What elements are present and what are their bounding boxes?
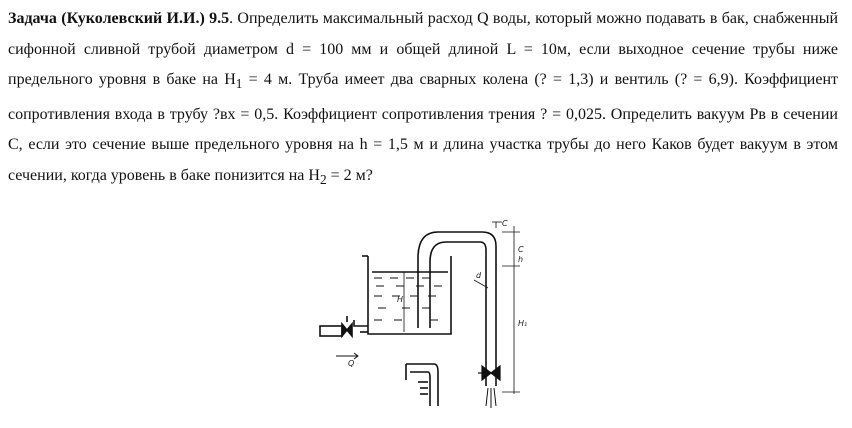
drain-structure [406,364,438,406]
siphon-pipe [418,232,496,386]
outlet-jet [486,388,496,408]
problem-text-part-1: . Определить максимальный расход Q воды, который можно подавать в бак, снабженный сифонной сливной трубой диаметром d = 100 мм и общей длиной L = 10м, если выходное сечение трубы ниже предельного уровня в баке на H [8,10,839,88]
label-q: Q [348,359,355,368]
problem-title: Задача (Куколевский И.И.) 9.5 [8,10,230,27]
outlet-valve [478,366,500,380]
flow-arrow [336,353,358,359]
subscript-2: 2 [319,171,327,187]
subscript-1: 1 [235,76,243,92]
label-h1: H₁ [518,319,528,328]
tank [362,256,451,334]
label-h-tank: H [397,295,404,304]
label-d: d [476,271,482,280]
dimension-lines [404,222,520,394]
label-c-top: C [502,219,508,228]
siphon-diagram [306,216,546,424]
problem-statement [8,4,838,195]
label-c-side: C [518,245,524,254]
problem-text-part-2: = 4 м. Труба имеет два сварных колена (? = 1,3) и вентиль (? = 6,9). Коэффициент сопротивления входа в трубу ?вх = 0,5. Коэффициент сопротивления трения ? = 0,025. Определить вакуум Pв в сечении С, если это сечение выше предельного уровня на h = 1,5 м и длина участка трубы до него Каков будет вакуум в этом сечении, когда уровень в баке понизится на H [8,71,839,184]
water [372,272,448,320]
label-h: h [518,255,524,264]
problem-text-part-3: = 2 м? [326,166,373,184]
inlet-pipe [320,316,368,336]
siphon-diagram-svg [306,216,546,424]
